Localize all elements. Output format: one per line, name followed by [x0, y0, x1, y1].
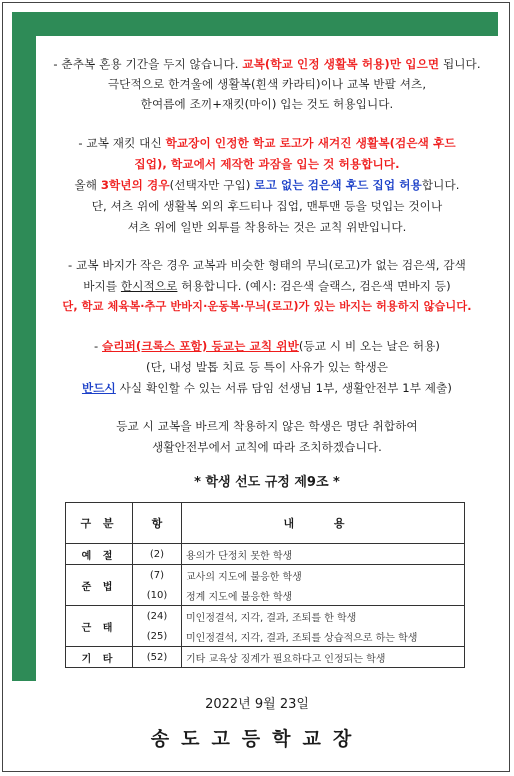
p4-text-b: 사실 확인할 수 있는 서류 담임 선생님 1부, 생활안전부 1부 제출) — [115, 381, 453, 395]
p3-text-a: 바지를 — [83, 279, 121, 293]
table-row — [66, 606, 465, 627]
row-number: (52) — [133, 647, 182, 668]
p1-highlight: 교복(학교 인정 생활복 허용)만 입으면 — [242, 57, 440, 71]
green-frame — [12, 12, 498, 681]
header-category: 구 분 — [66, 503, 133, 544]
p2-highlight-b: 3학년의 경우 — [100, 178, 170, 192]
row-category: 준 법 — [66, 565, 133, 606]
notice-body — [36, 36, 498, 682]
table-header-row — [66, 503, 465, 544]
p4-dash: - — [93, 339, 103, 353]
header-content: 내 용 — [182, 503, 465, 544]
row-description: 정계 지도에 불응한 학생 — [182, 585, 465, 606]
p4-highlight: 슬리퍼(크록스 포함) 등교는 교칙 위반 — [102, 339, 299, 353]
p2-highlight-c: 로고 없는 검은색 후드 집업 허용 — [254, 178, 422, 192]
p5-line1: 등교 시 교복을 바르게 착용하지 않은 학생은 명단 취합하여 — [116, 419, 418, 433]
p2-text-b: 올해 — [74, 178, 101, 192]
row-description: 미인정결석, 지각, 결과, 조퇴를 한 학생 — [182, 606, 465, 627]
rules-table — [65, 502, 465, 668]
row-number: (10) — [133, 585, 182, 606]
p2-line1 — [36, 133, 498, 153]
p4-highlight-b: 반드시 — [81, 381, 116, 395]
p1-line2: 극단적으로 한겨울에 생활복(흰색 카라티)이나 교복 반팔 셔츠, — [107, 77, 427, 91]
table-row — [66, 647, 465, 668]
row-number: (2) — [133, 544, 182, 565]
p3-text-c: 허용합니다. (예시: 검은색 슬랙스, 검은색 면바지 등) — [177, 279, 451, 293]
p5-line2: 생활안전부에서 교칙에 따라 조치하겠습니다. — [152, 440, 382, 454]
p2-line3 — [36, 175, 498, 195]
p3-line1: - 교복 바지가 작은 경우 교복과 비슷한 형태의 무늬(로고)가 없는 검은색, 감색 — [68, 258, 466, 272]
p2-line4: 단, 셔츠 위에 생활복 외의 후드티나 집업, 맨투맨 등을 덧입는 것이나 — [91, 199, 443, 213]
p4-line1 — [36, 336, 498, 356]
p2-highlight-a: 학교장이 인정한 학교 로고가 새겨진 생활복(검은색 후드 — [165, 136, 456, 150]
row-number: (24) — [133, 606, 182, 627]
row-number: (25) — [133, 626, 182, 647]
issue-date: 2022년 9월 23일 — [205, 697, 309, 712]
p4-text-c: (등교 시 비 오는 날은 허용) — [298, 339, 441, 353]
p4-line3 — [36, 378, 498, 398]
p2-text-c: (선택자만 구입) — [169, 178, 255, 192]
p1-line3: 한여름에 조끼+재킷(마이) 입는 것도 허용입니다. — [140, 97, 394, 111]
p2-text-d: 합니다. — [421, 178, 460, 192]
row-category: 기 타 — [66, 647, 133, 668]
p3-line2 — [36, 276, 498, 296]
row-category: 예 절 — [66, 544, 133, 565]
school-signature: 송도고등학교장 — [150, 728, 364, 750]
p2-text-a: - 교복 재킷 대신 — [78, 136, 166, 150]
row-description: 기타 교육상 징계가 필요하다고 인정되는 학생 — [182, 647, 465, 668]
p3-line3: 단, 학교 체육복·추구 반바지·운동복·무늬(로고)가 있는 바지는 허용하지 않습니다. — [62, 300, 472, 313]
p4-line2: (단, 내성 발톱 치료 등 특이 사유가 있는 학생은 — [145, 360, 389, 374]
p1-line1 — [36, 54, 498, 74]
row-number: (7) — [133, 565, 182, 586]
p2-line5: 셔츠 위에 일반 외투를 착용하는 것은 교칙 위반입니다. — [127, 220, 407, 234]
table-title: * 학생 선도 규정 제9조 * — [194, 475, 340, 490]
row-description: 미인정결석, 지각, 결과, 조퇴를 상습적으로 하는 학생 — [182, 626, 465, 647]
p3-underline: 한시적으로 — [120, 279, 178, 293]
row-description: 용의가 단정치 못한 학생 — [182, 544, 465, 565]
header-number: 항 — [133, 503, 182, 544]
table-row — [66, 565, 465, 586]
row-description: 교사의 지도에 불응한 학생 — [182, 565, 465, 586]
table-row — [66, 544, 465, 565]
p2-line2: 집업), 학교에서 제작한 과잠을 입는 것 허용합니다. — [134, 157, 400, 171]
p1-text-a: - 춘추복 혼용 기간을 두지 않습니다. — [53, 57, 243, 71]
p1-text-c: 됩니다. — [439, 57, 481, 71]
row-category: 근 태 — [66, 606, 133, 647]
